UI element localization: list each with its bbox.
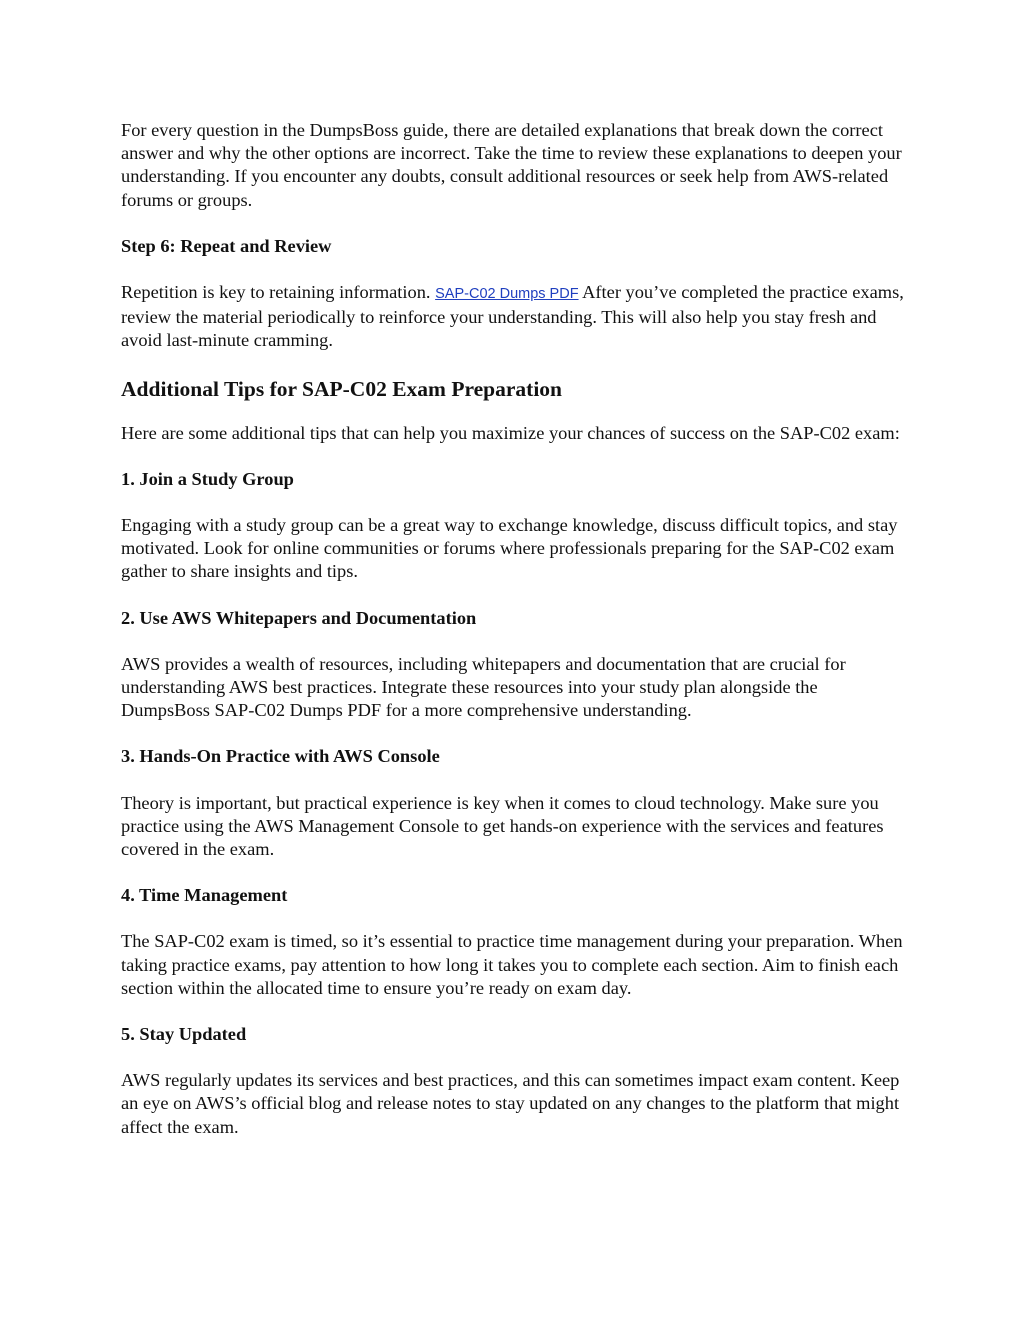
tip-2-heading: 2. Use AWS Whitepapers and Documentation: [121, 607, 477, 628]
tip-5-heading: 5. Stay Updated: [121, 1024, 247, 1045]
section-heading: Additional Tips for SAP-C02 Exam Preparation: [121, 376, 563, 401]
tip-5-text: AWS regularly updates its services and best practices, and this can sometimes impact exam content. Keep an eye on AWS’s official blog and release notes to stay updated on any changes to the platform that might affect the exam.: [121, 1070, 900, 1137]
intro-paragraph: For every question in the DumpsBoss guide, there are detailed explanations that break down the correct answer and why the other options are incorrect. Take the time to review these explanations to deepen your understanding. If you encounter any doubts, consult additional resources or seek help from AWS-related forums or groups.: [121, 120, 902, 210]
section-intro: Here are some additional tips that can help you maximize your chances of success on the SAP-C02 exam:: [121, 422, 900, 443]
tip-1-text: Engaging with a study group can be a great way to exchange knowledge, discuss difficult topics, and stay motivated. Look for online communities or forums where professionals preparing for the SAP-C02 exam gather to share insights and tips.: [121, 515, 898, 582]
tip-4-text: The SAP-C02 exam is timed, so it’s essential to practice time management during your preparation. When taking practice exams, pay attention to how long it takes you to complete each section. Aim to finish each section within the allocated time to ensure you’re ready on exam day.: [121, 931, 903, 998]
step6-heading: Step 6: Repeat and Review: [121, 235, 332, 256]
tip-1-heading: 1. Join a Study Group: [121, 468, 294, 489]
document-content: [121, 119, 911, 1162]
step6-paragraph: [121, 281, 911, 353]
step6-text-after-link: After you’ve completed the practice exams, review the material periodically to reinforce your understanding. This will also help you stay fresh and avoid last-minute cramming.: [121, 282, 904, 351]
tip-2-text: AWS provides a wealth of resources, including whitepapers and documentation that are crucial for understanding AWS best practices. Integrate these resources into your study plan alongside the DumpsBoss SAP-C02 Dumps PDF for a more comprehensive understanding.: [121, 653, 846, 721]
sap-c02-dumps-pdf-link[interactable]: SAP-C02 Dumps PDF: [435, 286, 579, 303]
tip-4-heading: 4. Time Management: [121, 885, 288, 906]
step6-text-before-link: Repetition is key to retaining information.: [121, 282, 436, 303]
tip-3-heading: 3. Hands-On Practice with AWS Console: [121, 746, 440, 767]
tip-3-text: Theory is important, but practical experience is key when it comes to cloud technology. Make sure you practice using the AWS Management Console to get hands-on experience with the services and features covered in the exam.: [121, 792, 884, 860]
